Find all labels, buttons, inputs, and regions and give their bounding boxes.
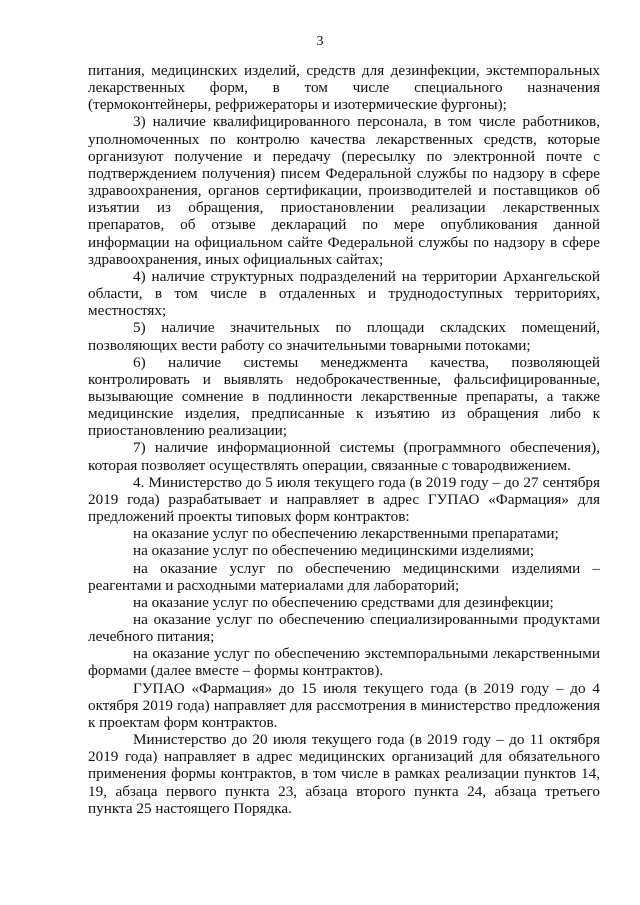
contract-form-disinfectants: на оказание услуг по обеспечению средствами для дезинфекции;	[133, 593, 554, 611]
document-body	[88, 62, 600, 817]
contract-form-medical-devices: на оказание услуг по обеспечению медицинскими изделиями;	[133, 542, 535, 560]
contract-form-medicines: на оказание услуг по обеспечению лекарственными препаратами;	[133, 525, 559, 543]
paragraph-ministry-sends: Министерство до 20 июля текущего года (в 2019 году – до 11 октября 2019 года) направляет в адрес медицинских организаций для обязательного применения формы контрактов, в том числе в рамках реализации пунктов 14, 19, абзаца первого пункта 23, абзаца второго пункта 24, абзаца третьего пункта 25 настоящего Порядка.	[88, 731, 600, 817]
paragraph-item-5: 5) наличие значительных по площади складских помещений, позволяющих вести работу со значительными товарными потоками;	[88, 319, 600, 354]
contract-form-extemporaneous: на оказание услуг по обеспечению экстемпоральными лекарственными формами (далее вместе – формы контрактов).	[88, 645, 600, 680]
paragraph-section-4: 4. Министерство до 5 июля текущего года (в 2019 году – до 27 сентября 2019 года) разрабатывает и направляет в адрес ГУПАО «Фармация» для предложений проекты типовых форм контрактов:	[88, 473, 600, 526]
paragraph-item-3: 3) наличие квалифицированного персонала, в том числе работников, уполномоченных по контролю качества лекарственных средств, которые организуют получение и передачу (пересылку по электронной почте с подтверждением получения) писем Федеральной службы по надзору в сфере здравоохранения, органов сертификации, производителей и поставщиков об изъятии из обращения, приостановлении реализации лекарственных препаратов, об отзыве деклараций по мере опубликования данной информации на официальном сайте Федеральной службы по надзору в сфере здравоохранения, иных официальных сайтах;	[88, 113, 600, 268]
paragraph-pharmacy-proposals: ГУПАО «Фармация» до 15 июля текущего года (в 2019 году – до 4 октября 2019 года) направляет для рассмотрения в министерство предложения к проектам форм контрактов.	[88, 679, 600, 731]
paragraph-item-4: 4) наличие структурных подразделений на территории Архангельской области, в том числе в отдаленных и труднодоступных территориях, местностях;	[88, 267, 600, 320]
paragraph-item-7: 7) наличие информационной системы (программного обеспечения), которая позволяет осуществлять операции, связанные с товародвижением.	[88, 439, 600, 474]
paragraph-continuation: питания, медицинских изделий, средств для дезинфекции, экстемпоральных лекарственных форм, в том числе специального назначения (термоконтейнеры, рефрижераторы и изотермические фургоны);	[88, 62, 600, 114]
page-number: 3	[316, 34, 324, 49]
contract-form-medical-nutrition: на оказание услуг по обеспечению специализированными продуктами лечебного питания;	[88, 611, 600, 646]
paragraph-item-6: 6) наличие системы менеджмента качества, позволяющей контролировать и выявлять недоброкачественные, фальсифицированные, вызывающие сомнение в подлинности лекарственные препараты, а также медицинские изделия, предписанные к изъятию из обращения либо к приостановлению реализации;	[88, 353, 600, 440]
contract-form-reagents: на оказание услуг по обеспечению медицинскими изделиями – реагентами и расходными материалами для лабораторий;	[88, 559, 600, 594]
